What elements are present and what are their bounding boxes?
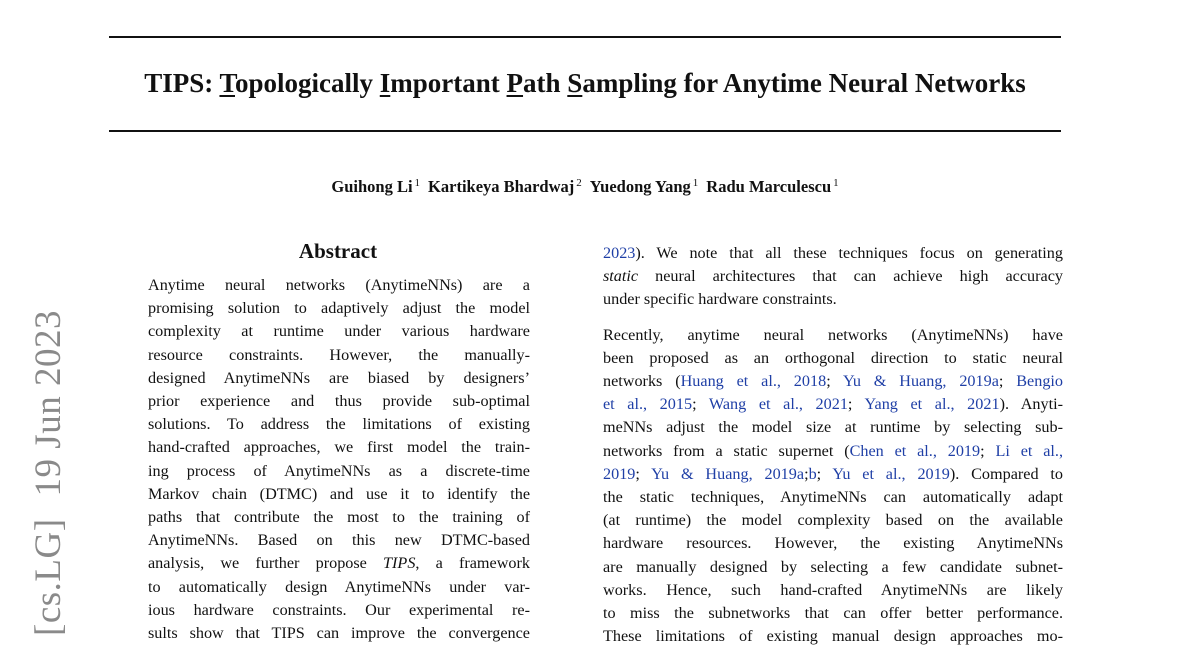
author-name: Kartikeya Bhardwaj xyxy=(428,177,575,196)
author-name: Radu Marculescu xyxy=(706,177,832,196)
text-segment: , a framework xyxy=(415,554,530,573)
text-segment: ing process of AnytimeNNs as a discrete-time xyxy=(148,461,530,480)
text-segment: ; xyxy=(980,441,996,460)
text-line xyxy=(603,625,1063,648)
text-segment: promising solution to adaptively adjust the model xyxy=(148,299,530,318)
text-line xyxy=(603,393,1063,416)
paragraph-gap xyxy=(603,312,1063,324)
text-segment: AnytimeNNs. Based on this new DTMC-based xyxy=(148,531,530,550)
author xyxy=(428,177,582,196)
title-text: TIPS: xyxy=(144,68,220,98)
text-segment: prior experience and thus provide sub-optimal xyxy=(148,392,530,411)
text-segment: ; xyxy=(635,464,652,483)
citation-link[interactable]: 2019 xyxy=(603,464,636,483)
introduction-text xyxy=(603,242,1063,648)
text-line xyxy=(148,576,530,599)
text-line xyxy=(148,274,530,297)
title-text: ampling for Anytime Neural Networks xyxy=(582,68,1026,98)
text-segment: ; xyxy=(816,464,833,483)
author xyxy=(331,177,420,196)
text-line xyxy=(148,297,530,320)
text-segment: ; xyxy=(692,395,709,414)
title-text: ath xyxy=(523,68,568,98)
emphasized-text: static xyxy=(603,267,639,286)
text-line xyxy=(603,532,1063,555)
text-line xyxy=(603,579,1063,602)
citation-link[interactable]: Yu & Huang, 2019a xyxy=(651,464,805,483)
arxiv-category: [cs.LG] xyxy=(28,518,69,636)
author-affiliation: 1 xyxy=(833,177,839,189)
text-segment: networks from a static supernet ( xyxy=(603,441,850,460)
author xyxy=(590,177,699,196)
title-top-rule xyxy=(109,36,1061,38)
author-name: Yuedong Yang xyxy=(589,177,691,196)
citation-link[interactable]: Yu et al., 2019 xyxy=(832,464,950,483)
text-segment: analysis, we further propose xyxy=(148,554,384,573)
text-segment: networks ( xyxy=(603,372,681,391)
text-line xyxy=(148,552,530,575)
text-segment: hand-crafted approaches, we first model the train- xyxy=(148,438,530,457)
citation-link[interactable]: Yu & Huang, 2019a xyxy=(842,372,999,391)
text-segment: ; xyxy=(804,464,809,483)
text-line xyxy=(148,320,530,343)
text-segment: sults show that TIPS can improve the convergence xyxy=(148,624,530,643)
text-line xyxy=(148,599,530,622)
text-segment: been proposed as an orthogonal direction to static neural xyxy=(603,348,1063,367)
text-segment: ; xyxy=(847,395,865,414)
title-acronym-letter: T xyxy=(219,68,235,98)
citation-link[interactable]: Wang et al., 2021 xyxy=(708,395,848,414)
text-line xyxy=(603,416,1063,439)
text-line xyxy=(603,602,1063,625)
text-line xyxy=(148,529,530,552)
paper-title xyxy=(0,66,1170,100)
text-line xyxy=(603,463,1063,486)
text-line xyxy=(148,344,530,367)
citation-link[interactable]: b xyxy=(808,464,817,483)
citation-link[interactable]: 2023 xyxy=(603,244,636,262)
text-segment: resource constraints. However, the manually- xyxy=(148,345,530,364)
author-list xyxy=(0,172,1170,198)
text-line xyxy=(603,288,1063,311)
arxiv-stamp xyxy=(28,310,70,636)
author-affiliation: 2 xyxy=(576,177,582,189)
arxiv-date: 19 Jun 2023 xyxy=(28,310,69,497)
title-bottom-rule xyxy=(109,130,1061,132)
citation-link[interactable]: Chen et al., 2019 xyxy=(849,441,981,460)
citation-link[interactable]: Bengio xyxy=(1016,372,1064,391)
text-line xyxy=(603,370,1063,393)
text-segment: ). Compared to xyxy=(949,464,1064,483)
text-segment: the static techniques, AnytimeNNs can automatically adapt xyxy=(603,488,1063,507)
intro-paragraph xyxy=(603,324,1063,648)
text-segment: ). Anyti- xyxy=(999,395,1063,414)
abstract-body xyxy=(148,274,530,645)
text-segment: (at runtime) the model complexity based on the available xyxy=(603,511,1063,530)
title-acronym-letter: S xyxy=(567,68,583,98)
text-segment: solutions. To address the limitations of existing xyxy=(148,415,530,434)
text-line xyxy=(148,436,530,459)
text-segment: works. Hence, such hand-crafted AnytimeNNs are likely xyxy=(603,580,1063,599)
text-segment: under specific hardware constraints. xyxy=(603,290,837,309)
text-line xyxy=(148,390,530,413)
text-line xyxy=(603,347,1063,370)
text-segment: complexity at runtime under various hardware xyxy=(148,322,530,341)
text-line xyxy=(603,440,1063,463)
text-segment: Anytime neural networks (AnytimeNNs) are a xyxy=(148,276,530,294)
text-line xyxy=(148,460,530,483)
citation-link[interactable]: et al., 2015 xyxy=(603,395,693,414)
text-segment: hardware resources. However, the existing AnytimeNNs xyxy=(603,534,1063,553)
title-acronym-letter: I xyxy=(379,68,391,98)
author-affiliation: 1 xyxy=(692,177,699,189)
text-line xyxy=(148,622,530,645)
text-segment: Markov chain (DTMC) and use it to identify the xyxy=(148,484,530,503)
text-line xyxy=(603,265,1063,288)
text-line xyxy=(603,486,1063,509)
citation-link[interactable]: Huang et al., 2018 xyxy=(680,372,827,391)
author-name: Guihong Li xyxy=(331,177,413,196)
text-line xyxy=(148,483,530,506)
text-segment: are manually designed by selecting a few candidate subnet- xyxy=(603,557,1063,576)
author xyxy=(706,177,838,196)
text-segment: designed AnytimeNNs are biased by designers’ xyxy=(148,368,530,387)
text-line xyxy=(148,506,530,529)
text-segment: ious hardware constraints. Our experimental re- xyxy=(148,600,530,619)
text-line xyxy=(603,556,1063,579)
text-segment: meNNs adjust the model size at runtime by selecting sub- xyxy=(603,418,1063,437)
text-segment: to miss the subnetworks that can offer better performance. xyxy=(603,604,1063,623)
title-text: opologically xyxy=(235,68,380,98)
text-segment: These limitations of existing manual design approaches mo- xyxy=(603,627,1063,646)
author-affiliation: 1 xyxy=(414,177,421,189)
title-acronym-letter: P xyxy=(506,68,524,98)
text-segment: Recently, anytime neural networks (AnytimeNNs) have xyxy=(603,325,1063,344)
text-segment: to automatically design AnytimeNNs under var- xyxy=(148,577,530,596)
text-line xyxy=(148,367,530,390)
text-segment: ; xyxy=(826,372,843,391)
abstract-heading: Abstract xyxy=(298,239,378,263)
citation-link[interactable]: Li et al., xyxy=(995,441,1063,460)
text-line xyxy=(603,324,1063,347)
text-line xyxy=(603,509,1063,532)
title-text: mportant xyxy=(390,68,507,98)
text-segment: neural architectures that can achieve high accuracy xyxy=(638,267,1063,286)
text-segment: ). We note that all these techniques focus on generating xyxy=(635,244,1063,262)
citation-link[interactable]: Yang et al., 2021 xyxy=(864,395,1000,414)
text-line xyxy=(148,413,530,436)
text-segment: ; xyxy=(998,372,1017,391)
emphasized-text: TIPS xyxy=(383,554,416,573)
intro-paragraph xyxy=(603,242,1063,312)
text-segment: paths that contribute the most to the training of xyxy=(148,508,530,527)
text-line xyxy=(603,242,1063,265)
